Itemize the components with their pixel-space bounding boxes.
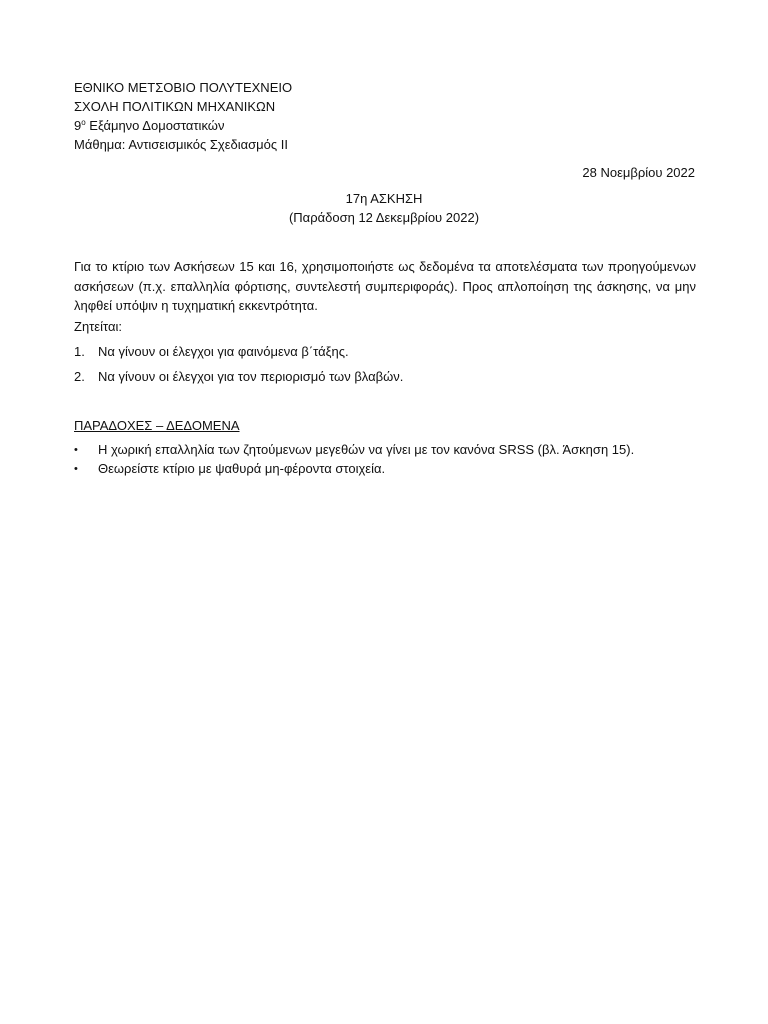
semester-number: 9 <box>74 118 82 133</box>
title-block <box>0 189 768 227</box>
required-label: Ζητείται: <box>74 319 122 334</box>
school-name: ΣΧΟΛΗ ΠΟΛΙΤΙΚΩΝ ΜΗΧΑΝΙΚΩΝ <box>74 99 276 114</box>
list-item <box>74 344 403 369</box>
required-list <box>74 344 403 394</box>
list-item <box>74 369 403 394</box>
course-name: Μάθημα: Αντισεισμικός Σχεδιασμός ΙΙ <box>74 137 288 152</box>
list-item-text: Η χωρική επαλληλία των ζητούμενων μεγεθών να γίνει με τον κανόνα SRSS (βλ. Άσκηση 15). <box>98 442 635 457</box>
list-item <box>74 440 634 459</box>
university-name: ΕΘΝΙΚΟ ΜΕΤΣΟΒΙΟ ΠΟΛΥΤΕΧΝΕΙΟ <box>74 80 293 95</box>
assumptions-heading: ΠΑΡΑΔΟΧΕΣ – ΔΕΔΟΜΕΝΑ <box>74 418 240 433</box>
exercise-deadline: (Παράδοση 12 Δεκεμβρίου 2022) <box>288 210 480 225</box>
list-item-text: Να γίνουν οι έλεγχοι για φαινόμενα β΄τάξης. <box>98 344 349 359</box>
list-item-text: Να γίνουν οι έλεγχοι για τον περιορισμό των βλαβών. <box>98 369 404 384</box>
bullet-icon: • <box>74 443 78 456</box>
bullet-icon: • <box>74 462 78 475</box>
list-item-number: 1. <box>74 344 85 359</box>
list-item <box>74 459 634 478</box>
assumptions-list <box>74 440 634 478</box>
semester-line <box>74 116 292 135</box>
document-header <box>74 78 292 154</box>
semester-text: Εξάμηνο Δομοστατικών <box>85 118 225 133</box>
intro-paragraph: Για το κτίριο των Ασκήσεων 15 και 16, χρησιμοποιήστε ως δεδομένα τα αποτελέσματα των προηγούμενων ασκήσεων (π.χ. επαλληλία φόρτισης, συντελεστή συμπεριφοράς). Προς απλοποίηση της άσκησης, να μην ληφθεί υπόψιν η τυχηματική εκκεντρότητα. <box>74 259 696 313</box>
list-item-text: Θεωρείστε κτίριο με ψαθυρά μη-φέροντα στοιχεία. <box>98 461 386 476</box>
semester-ordinal: ο <box>81 118 86 127</box>
document-date: 28 Νοεμβρίου 2022 <box>582 165 695 180</box>
list-item-number: 2. <box>74 369 85 384</box>
exercise-title: 17η ΑΣΚΗΣΗ <box>345 191 423 206</box>
